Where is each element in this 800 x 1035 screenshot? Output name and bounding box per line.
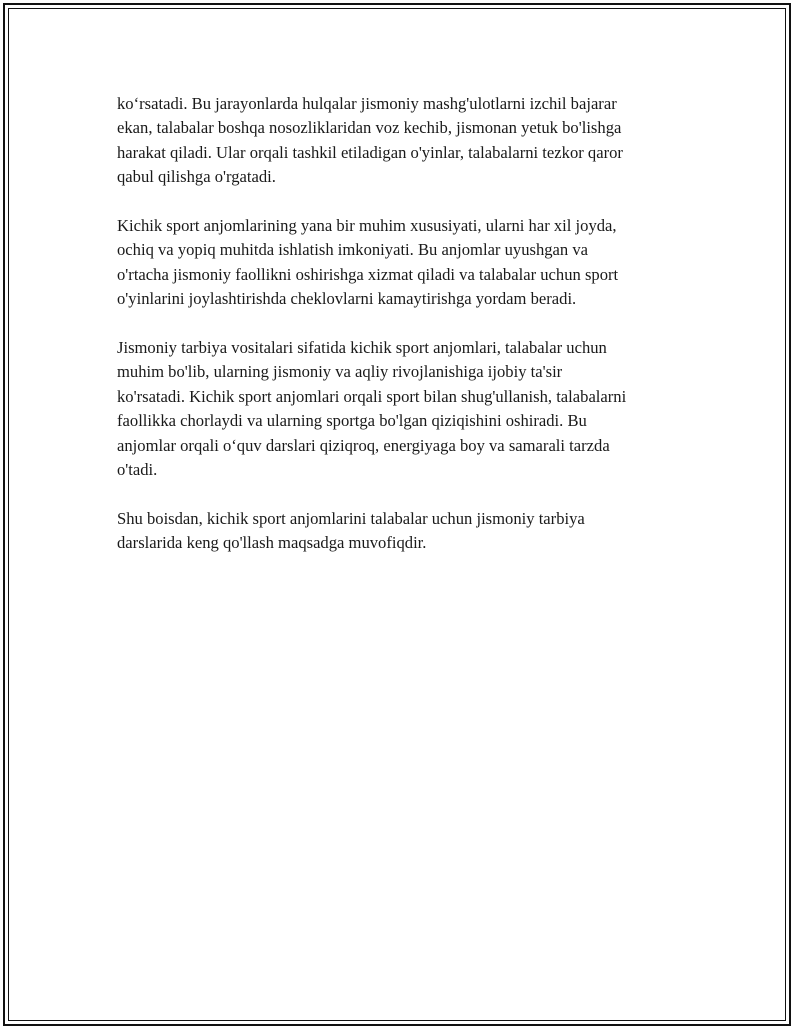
text-line: ko'rsatadi. Kichik sport anjomlari orqali sport bilan shug'ullanish, talabalarni bbox=[117, 386, 627, 406]
paragraph-1 bbox=[117, 92, 687, 190]
text-line: Kichik sport anjomlarining yana bir muhim xususiyati, ularni har xil joyda, bbox=[117, 216, 617, 236]
text-line: ko‘rsatadi. Bu jarayonlarda hulqalar jismoniy mashg'ulotlarni izchil bajarar bbox=[117, 94, 617, 113]
text-line: harakat qiladi. Ular orqali tashkil etiladigan o'yinlar, talabalarni tezkor qaror bbox=[117, 142, 623, 162]
paragraph-2 bbox=[117, 214, 687, 312]
paragraph-3 bbox=[117, 336, 687, 482]
paragraph-4 bbox=[117, 507, 687, 556]
text-line: anjomlar orqali o‘quv darslari qiziqroq, energiyaga boy va samarali tarzda bbox=[117, 435, 610, 455]
document-body bbox=[117, 92, 687, 580]
text-line: o'yinlarini joylashtirishda cheklovlarni kamaytirishga yordam beradi. bbox=[117, 289, 577, 309]
text-line: o'tadi. bbox=[117, 460, 158, 480]
text-line: Shu boisdan, kichik sport anjomlarini talabalar uchun jismoniy tarbiya bbox=[117, 508, 585, 528]
text-line: qabul qilishga o'rgatadi. bbox=[117, 167, 276, 187]
text-line: o'rtacha jismoniy faollikni oshirishga xizmat qiladi va talabalar uchun sport bbox=[117, 264, 619, 284]
text-line: muhim bo'lib, ularning jismoniy va aqliy rivojlanishiga ijobiy ta'sir bbox=[117, 362, 563, 382]
text-line: Jismoniy tarbiya vositalari sifatida kichik sport anjomlari, talabalar uchun bbox=[117, 338, 607, 358]
text-line: ekan, talabalar boshqa nosozliklaridan voz kechib, jismonan yetuk bo'lishga bbox=[117, 118, 622, 138]
text-line: faollikka chorlaydi va ularning sportga bo'lgan qiziqishini oshiradi. Bu bbox=[117, 411, 587, 431]
text-line: ochiq va yopiq muhitda ishlatish imkoniyati. Bu anjomlar uyushgan va bbox=[117, 240, 589, 260]
text-line: darslarida keng qo'llash maqsadga muvofiqdir. bbox=[117, 533, 427, 553]
